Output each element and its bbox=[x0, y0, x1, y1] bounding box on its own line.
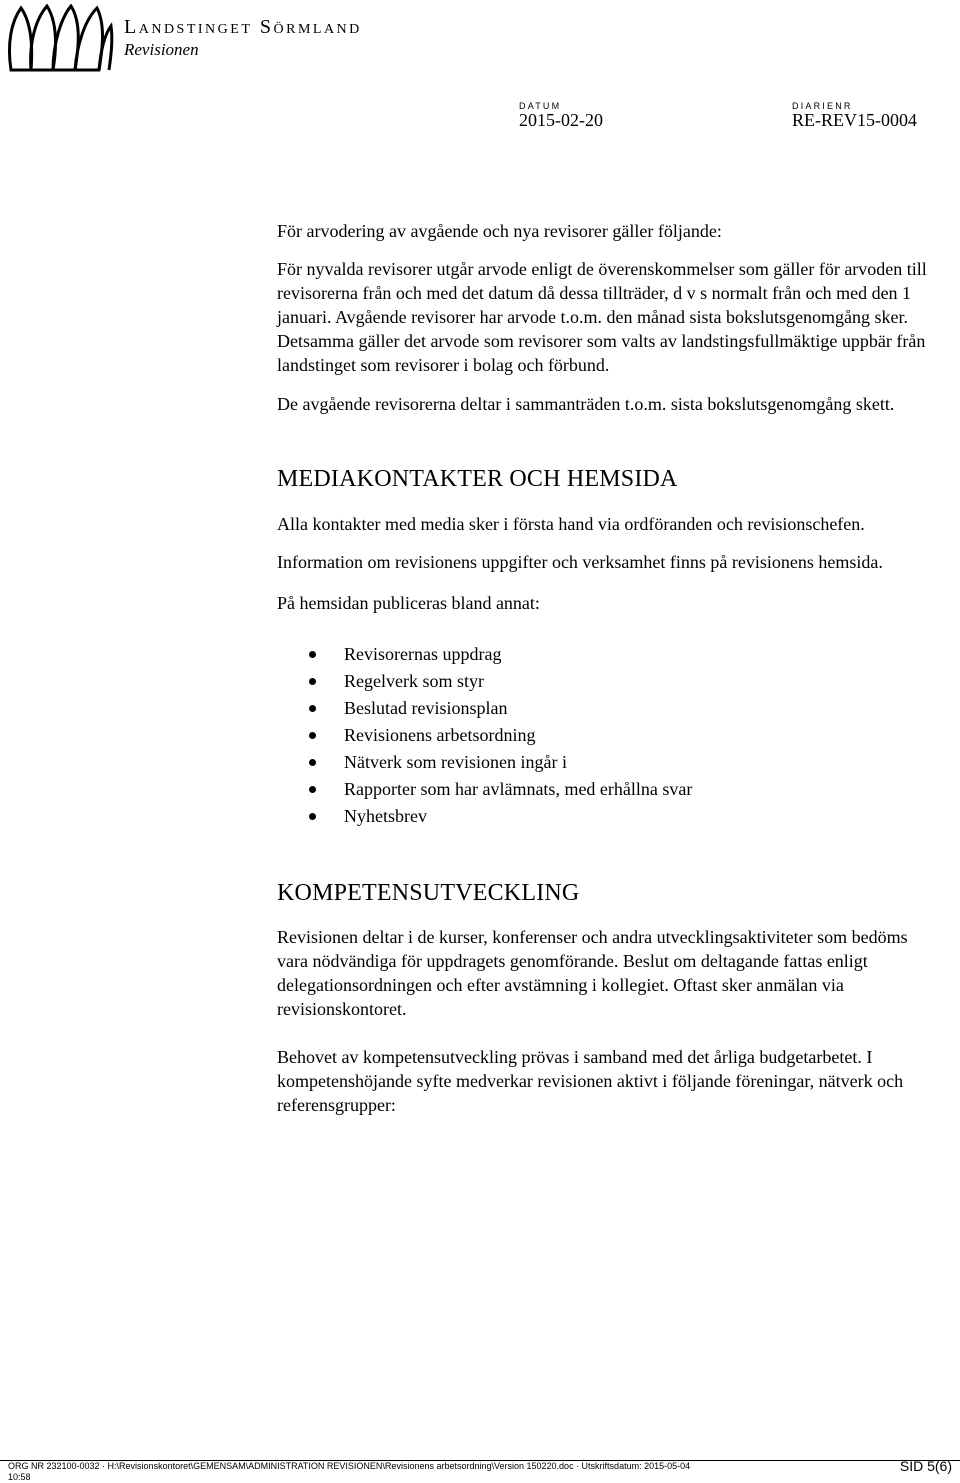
list-item: Nyhetsbrev bbox=[277, 803, 937, 830]
bullet-icon bbox=[309, 732, 316, 739]
paragraph-intro: För arvodering av avgående och nya revisorer gäller följande: bbox=[277, 221, 722, 241]
paragraph-media: Alla kontakter med media sker i första hand via ordföranden och revisionschefen. bbox=[277, 514, 865, 534]
list-item: Regelverk som styr bbox=[277, 668, 937, 695]
date-label: DATUM bbox=[519, 101, 562, 111]
page-number: SID 5(6) bbox=[899, 1458, 952, 1474]
paragraph-hemsidan: På hemsidan publiceras bland annat: bbox=[277, 593, 540, 613]
list-item: Revisorernas uppdrag bbox=[277, 641, 937, 668]
list-item: Nätverk som revisionen ingår i bbox=[277, 749, 937, 776]
list-item: Rapporter som har avlämnats, med erhållna svar bbox=[277, 776, 937, 803]
list-item: Beslutad revisionsplan bbox=[277, 695, 937, 722]
bullet-icon bbox=[309, 705, 316, 712]
paragraph-arvode: För nyvalda revisorer utgår arvode enligt de överenskommelser som gäller för arvoden till revisorerna från och med det datum då dessa tillträder, d v s normalt från och med den 1 januari. Avgående revisorer har arvode t.o.m. den månad sista bokslutsgenomgång sker. Detsamma gäller det arvode som revisorer som valts av landstingsfullmäktige uppbär från landstinget som revisorer i bolag och förbund. bbox=[277, 259, 927, 375]
bullet-icon bbox=[309, 759, 316, 766]
list-item: Revisionens arbetsordning bbox=[277, 722, 937, 749]
paragraph-information: Information om revisionens uppgifter och verksamhet finns på revisionens hemsida. bbox=[277, 552, 883, 572]
paragraph-kurser: Revisionen deltar i de kurser, konferenser och andra utvecklingsaktiviteter som bedöms vara nödvändiga för uppdragets genomförande. Beslut om deltagande fattas enligt delegationsordningen och efter avstämning i kollegiet. Oftast sker anmälan via revisionskontoret. bbox=[277, 927, 908, 1019]
footer-info: ORG NR 232100-0032 · H:\Revisionskontoret\GEMENSAM\ADMINISTRATION REVISIONEN\Revisionens arbetsordning\Version 150220.doc · Utskriftsdatum: 2015-05-04 10:58 bbox=[8, 1461, 691, 1482]
document-body bbox=[277, 219, 937, 1117]
diarienr-label: DIARIENR bbox=[792, 101, 853, 111]
publication-list bbox=[277, 641, 937, 830]
paragraph-budget: Behovet av kompetensutveckling prövas i samband med det årliga budgetarbetet. I kompetenshöjande syfte medverkar revisionen aktivt i följande föreningar, nätverk och referensgrupper: bbox=[277, 1047, 904, 1115]
bullet-icon bbox=[309, 651, 316, 658]
bullet-icon bbox=[309, 813, 316, 820]
bullet-icon bbox=[309, 678, 316, 685]
organization-name: Landstinget Sörmland bbox=[124, 16, 362, 38]
department-name: Revisionen bbox=[124, 40, 199, 59]
date-value: 2015-02-20 bbox=[519, 110, 603, 130]
bullet-icon bbox=[309, 786, 316, 793]
landstinget-logo-icon bbox=[5, 4, 115, 74]
heading-kompetensutveckling: KOMPETENSUTVECKLING bbox=[277, 880, 580, 906]
diarienr-value: RE-REV15-0004 bbox=[792, 110, 917, 130]
paragraph-avgaende: De avgående revisorerna deltar i sammanträden t.o.m. sista bokslutsgenomgång skett. bbox=[277, 394, 895, 414]
heading-mediakontakter: MEDIAKONTAKTER OCH HEMSIDA bbox=[277, 466, 678, 492]
